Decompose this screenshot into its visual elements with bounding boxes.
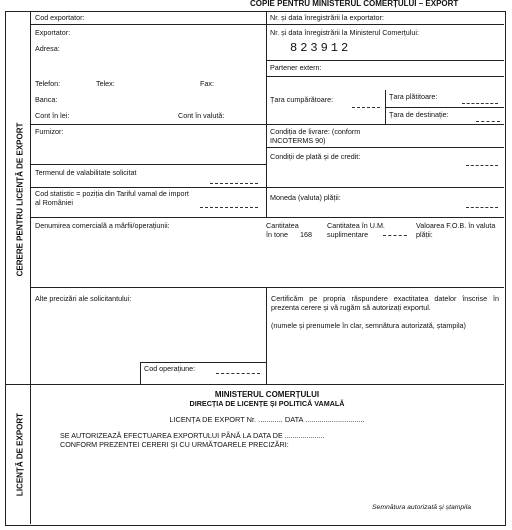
autorizare-line2: CONFORM PREZENTEI CERERI ȘI CU URMĂTOARELE PRECIZĂRI:	[60, 440, 289, 449]
licenta-nr-line: LICENȚA DE EXPORT Nr. ............ DATA .............................	[169, 415, 365, 424]
moneda-label: Moneda (valuta) plății:	[270, 193, 341, 202]
semnatura-autorizata: Semnătura autorizată și ștampila	[372, 504, 471, 511]
telex-label: Telex:	[96, 79, 115, 88]
cantitatea-tone-label: Cantitatea în tone	[266, 221, 299, 239]
cantitatea-um-label: Cantitatea în U.M. suplimentare	[327, 221, 385, 239]
cod-operatiune-label: Cod operațiune:	[144, 364, 196, 373]
tara-cumparatoare-label: Țara cumpărătoare:	[270, 95, 334, 104]
row-line	[266, 76, 504, 77]
tara-destinatie-label: Țara de destinație:	[389, 110, 449, 119]
center-divider-lower	[266, 287, 267, 384]
tara-split-line	[385, 107, 504, 108]
row-line	[30, 187, 504, 188]
termen-dash	[210, 183, 258, 184]
sidebar-split-line	[5, 384, 30, 385]
page-title: COPIE PENTRU MINISTERUL COMERȚULUI – EXPORT	[250, 0, 459, 8]
sidebar-divider	[30, 11, 31, 524]
adresa-label: Adresa:	[35, 44, 60, 53]
conditii-plata-dash	[466, 165, 498, 166]
certificare-text: Certificăm pe propria răspundere exactitatea datelor înscrise în prezenta cerere și vă rugăm să autorizați exportul.	[271, 294, 499, 312]
cod-exportator-label: Cod exportator:	[35, 13, 85, 22]
license-number: 823912	[290, 41, 352, 55]
cod-statistic-label: Cod statistic = poziția din Tariful vamal de import al României	[35, 189, 189, 207]
valoarea-fob-label: Valoarea F.O.B. în valuta plății:	[416, 221, 496, 239]
exportator-label: Exportator:	[35, 28, 71, 37]
fax-label: Fax:	[200, 79, 214, 88]
banca-label: Banca:	[35, 95, 58, 104]
cod-operatiune-divider	[140, 362, 141, 384]
cod-operatiune-dash	[216, 373, 260, 374]
conditii-plata-label: Condiții de plată și de credit:	[270, 152, 361, 161]
cod-operatiune-line	[140, 362, 266, 363]
cod-168: 168	[300, 230, 312, 239]
termen-label: Termenul de valabilitate solicitat	[35, 168, 137, 177]
alte-precizari-label: Alte precizări ale solicitantului:	[35, 294, 132, 303]
denumire-label: Denumirea comercială a mărfii/operațiunii:	[35, 221, 170, 230]
cantitatea-um-dash	[383, 235, 407, 236]
row-line	[30, 217, 504, 218]
moneda-dash	[466, 207, 498, 208]
furnizor-label: Furnizor:	[35, 127, 64, 136]
directia-title: DIRECȚIA DE LICENȚE ȘI POLITICĂ VAMALĂ	[189, 399, 345, 408]
nr-exportator-label: Nr. și data înregistrării la exportator:	[270, 13, 384, 22]
semnatura-note: (numele și prenumele în clar, semnătura autorizată, ștampila)	[271, 321, 466, 330]
row-line	[266, 60, 504, 61]
tara-destinatie-dash	[476, 121, 500, 122]
cont-lei-label: Cont în lei:	[35, 111, 70, 120]
tara-cumparatoare-dash	[352, 107, 380, 108]
telefon-label: Telefon:	[35, 79, 61, 88]
conditia-livrare-label: Condiția de livrare: (conform INCOTERMS 90)	[270, 127, 361, 145]
tara-platitoare-label: Țara plătitoare:	[389, 92, 438, 101]
row-line	[30, 24, 504, 25]
row-line	[30, 124, 504, 125]
row-line	[30, 287, 504, 288]
sidebar-request-label: CERERE PENTRU LICENȚĂ DE EXPORT	[15, 122, 25, 277]
cod-statistic-dash	[200, 207, 258, 208]
nr-minister-label: Nr. și data înregistrării la Ministerul Comerțului:	[270, 28, 419, 37]
sidebar-license-label: LICENȚĂ DE EXPORT	[15, 412, 25, 497]
ministry-title: MINISTERUL COMERȚULUI	[214, 390, 320, 399]
partener-extern-label: Partener extern:	[270, 63, 322, 72]
row-line	[30, 164, 266, 165]
cont-valuta-label: Cont în valută:	[178, 111, 225, 120]
row-line	[30, 384, 504, 385]
row-line	[266, 147, 504, 148]
tara-platitoare-dash	[462, 103, 498, 104]
autorizare-line1: SE AUTORIZEAZĂ EFECTUAREA EXPORTULUI PÂNĂ LA DATA DE ....................	[60, 431, 325, 440]
